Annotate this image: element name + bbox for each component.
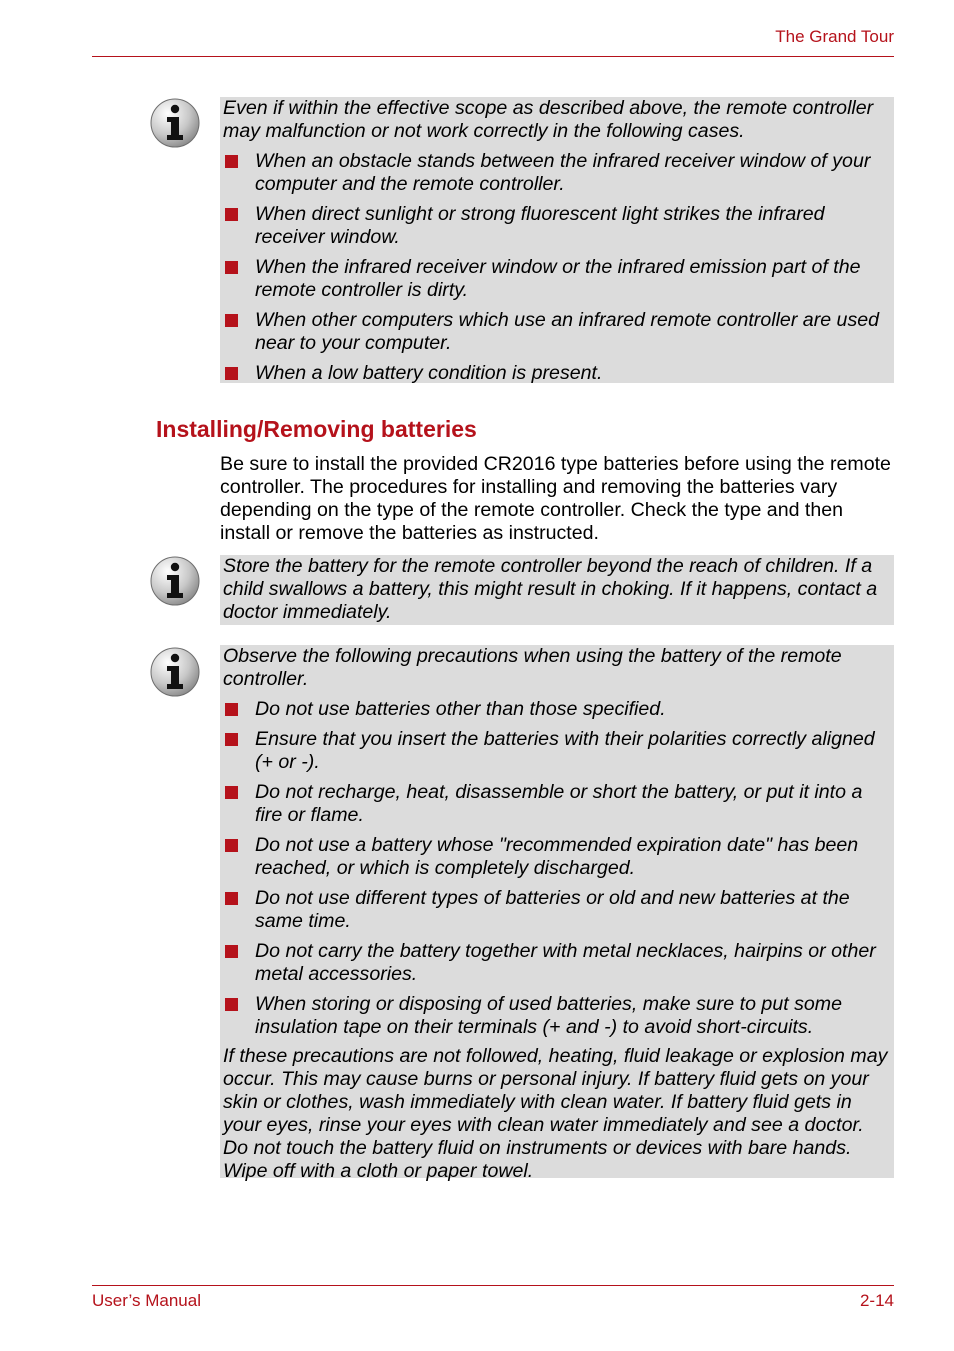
page-number: 2-14: [859, 1291, 894, 1310]
list-item: Do not recharge, heat, disassemble or short the battery, or put it into a fire or flame.: [223, 781, 890, 827]
bullet-icon: [225, 786, 238, 799]
list-item: When a low battery condition is present.: [223, 362, 890, 385]
bullet-icon: [225, 703, 238, 716]
note-battery-children: [220, 555, 894, 625]
section-body: Be sure to install the provided CR2016 type batteries before using the remote controller. The procedures for installing and removing the batteries vary depending on the type of the remote controller. Check the type and then install or remove the batteries as instructed.: [220, 453, 891, 544]
list-item: Do not use batteries other than those specified.: [223, 698, 890, 721]
list-item: Ensure that you insert the batteries with their polarities correctly aligned (+ or -).: [223, 728, 890, 774]
bullet-icon: [225, 733, 238, 746]
list-item: When an obstacle stands between the infrared receiver window of your computer and the remote controller.: [223, 150, 890, 196]
list-item: Do not use a battery whose "recommended expiration date" has been reached, or which is completely discharged.: [223, 834, 890, 880]
note-text: Store the battery for the remote controller beyond the reach of children. If a child swallows a battery, this might result in choking. If it happens, contact a doctor immediately.: [223, 555, 878, 623]
info-icon: [150, 647, 200, 697]
note-remote-malfunction: [220, 97, 894, 383]
bullet-icon: [225, 892, 238, 905]
list-item: Do not use different types of batteries or old and new batteries at the same time.: [223, 887, 890, 933]
bullet-icon: [225, 208, 238, 221]
note-list: [223, 150, 890, 385]
note-outro: If these precautions are not followed, heating, fluid leakage or explosion may occur. This may cause burns or personal injury. If battery fluid gets on your skin or clothes, wash immediately with clean water. If battery fluid gets in your eyes, rinse your eyes with clean water immediately and see a doctor. Do not touch the battery fluid on instruments or devices with bare hands. Wipe off with a cloth or paper towel.: [223, 1045, 888, 1182]
bullet-icon: [225, 839, 238, 852]
header-rule: [92, 56, 894, 57]
bullet-icon: [225, 367, 238, 380]
bullet-icon: [225, 945, 238, 958]
bullet-icon: [225, 314, 238, 327]
bullet-icon: [225, 155, 238, 168]
info-icon: [150, 98, 200, 148]
note-intro: Observe the following precautions when using the battery of the remote controller.: [223, 645, 842, 690]
list-item: When the infrared receiver window or the infrared emission part of the remote controller is dirty.: [223, 256, 890, 302]
info-icon: [150, 556, 200, 606]
list-item: When storing or disposing of used batteries, make sure to put some insulation tape on their terminals (+ and -) to avoid short-circuits.: [223, 993, 890, 1039]
note-list: [223, 698, 890, 1039]
header-title: The Grand Tour: [775, 27, 894, 46]
list-item: When other computers which use an infrared remote controller are used near to your computer.: [223, 309, 890, 355]
bullet-icon: [225, 998, 238, 1011]
section-heading: Installing/Removing batteries: [156, 416, 477, 442]
note-battery-precautions: [220, 645, 894, 1182]
note-intro: Even if within the effective scope as described above, the remote controller may malfunction or not work correctly in the following cases.: [223, 97, 874, 142]
footer-manual-name: User’s Manual: [92, 1291, 201, 1310]
bullet-icon: [225, 261, 238, 274]
list-item: When direct sunlight or strong fluorescent light strikes the infrared receiver window.: [223, 203, 890, 249]
list-item: Do not carry the battery together with metal necklaces, hairpins or other metal accessories.: [223, 940, 890, 986]
footer-rule: [92, 1285, 894, 1286]
